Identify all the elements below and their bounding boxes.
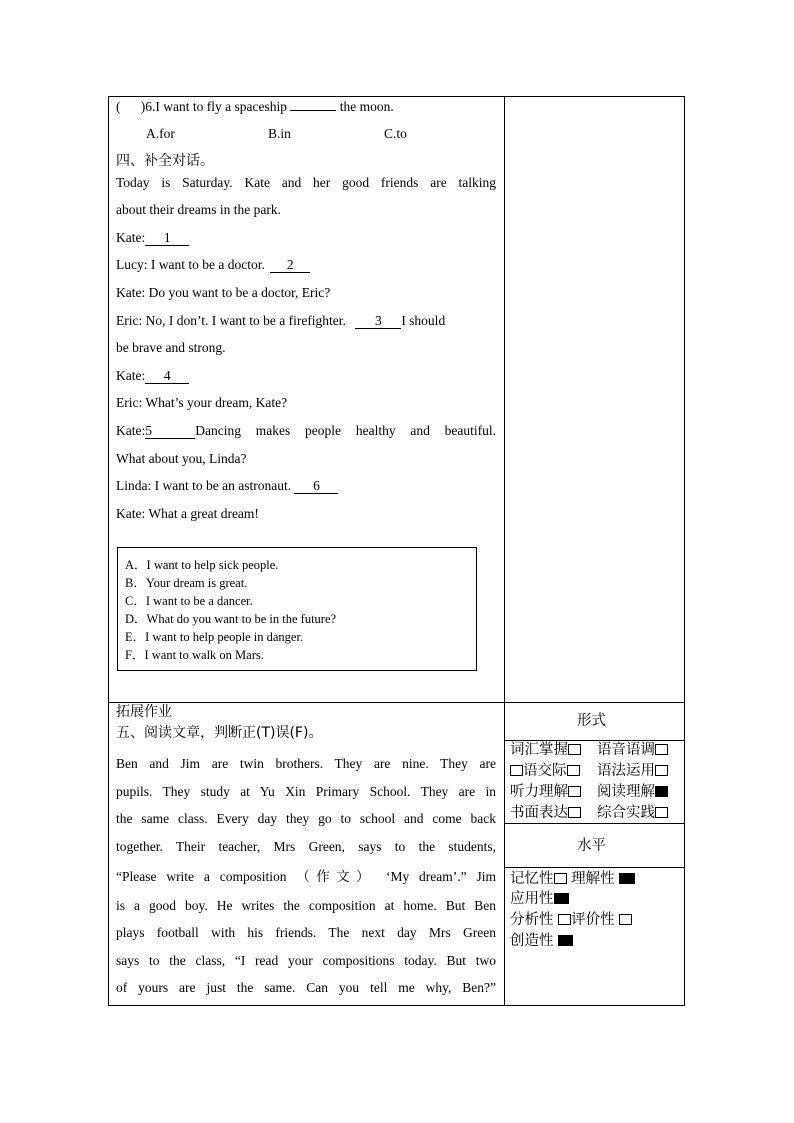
form-item-label: 阅读理解 [597,784,655,800]
dialogue-line-4 [116,313,445,329]
form-item-label: 词汇掌握 [510,742,568,758]
form-items-divider [505,823,684,824]
level-row-4 [510,933,573,950]
dialogue-text: Lucy: I want to be a doctor. [116,257,265,272]
q6-answer-paren[interactable]: ( ) [116,99,146,114]
form-item-label: 语法运用 [597,763,655,779]
dialogue-text: Linda: I want to be an astronaut. [116,478,292,493]
row-divider [109,702,684,703]
form-item-writing [510,805,581,822]
q6-stem [116,99,394,115]
level-item-label: 评价性 [571,912,615,928]
dialogue-blank-3[interactable]: 3 [355,314,401,329]
level-item-label: 记忆性 [510,871,554,887]
section4-intro-line1: Today is Saturday. Kate and her good friends are talking [116,175,496,190]
checkbox[interactable] [655,744,668,755]
form-item-grammar [597,763,668,780]
level-header: 水平 [577,838,606,854]
q6-option-a: A.for [146,126,175,141]
dialogue-blank-4[interactable]: 4 [145,369,189,384]
level-header-divider [505,867,684,868]
dialogue-blank-6[interactable]: 6 [294,479,338,494]
column-divider [504,97,505,1005]
form-item-label: 语交际 [523,763,567,779]
checkbox[interactable] [655,765,668,776]
form-item-reading [597,784,668,801]
speaker-label: Kate: [116,423,146,438]
level-item-label: 创造性 [510,933,554,949]
passage-line-3: the same class. Every day they go to school and come back [116,811,496,826]
form-item-label: 综合实践 [597,805,655,821]
q6-stem-text: 6.I want to fly a spaceship [145,99,287,114]
dialogue-blank-5[interactable]: 5 [145,424,195,439]
option-f: F．I want to walk on Mars. [125,648,264,662]
level-row-1 [510,871,635,888]
dialogue-line-8 [116,423,496,439]
level-item-label: 应用性 [510,891,554,907]
dialogue-line-6 [116,368,189,384]
form-item-label: 语音语调 [597,742,655,758]
section4-intro-line2: about their dreams in the park. [116,202,281,217]
passage-line-2: pupils. They study at Yu Xin Primary School. They are in [116,784,496,799]
q6-option-b: B.in [268,126,291,141]
option-b: B．Your dream is great. [125,576,248,590]
form-item-label: 书面表达 [510,805,568,821]
level-item-label: 分析性 [510,912,554,928]
dialogue-line-10 [116,478,338,494]
dialogue-blank-2[interactable]: 2 [270,258,310,273]
checkbox-checked[interactable] [554,893,569,904]
dialogue-text: I should [401,313,446,328]
checkbox[interactable] [568,744,581,755]
speaker-label: Kate: [116,230,146,245]
dialogue-line-3: Kate: Do you want to be a doctor, Eric? [116,285,331,300]
form-item-pronunciation [597,742,668,759]
speaker-label: Kate: [116,368,146,383]
passage-line-6: is a good boy. He writes the composition at home. But Ben [116,898,496,913]
q6-stem-end: the moon. [339,99,394,114]
dialogue-line-1 [116,230,189,246]
section4-title: 四、补全对话。 [116,153,214,169]
dialogue-line-5: be brave and strong. [116,340,226,355]
dialogue-blank-1[interactable]: 1 [145,231,189,246]
form-header-divider [505,740,684,741]
dialogue-line-11: Kate: What a great dream! [116,506,259,521]
form-item-label: 听力理解 [510,784,568,800]
checkbox[interactable] [558,914,571,925]
option-c: C．I want to be a dancer. [125,594,253,608]
option-d: D．What do you want to be in the future? [125,612,337,626]
extended-homework-heading: 拓展作业 [116,704,172,720]
form-item-listening [510,784,581,801]
checkbox[interactable] [567,765,580,776]
checkbox[interactable] [568,786,581,797]
q6-option-c: C.to [384,126,407,141]
checkbox-checked[interactable] [619,873,635,884]
option-e: E．I want to help people in danger. [125,630,304,644]
form-item-vocabulary [510,742,581,759]
section5-title: 五、阅读文章，判断正(T)误(F)。 [116,725,323,741]
checkbox[interactable] [619,914,632,925]
passage-line-4: together. Their teacher, Mrs Green, says to the students, [116,839,496,854]
checkbox[interactable] [655,807,668,818]
passage-line-7: plays football with his friends. The next day Mrs Green [116,925,496,940]
dialogue-line-2 [116,257,310,273]
checkbox-checked[interactable] [558,935,573,946]
passage-line-8: says to the class, “I read your compositions today. But two [116,953,496,968]
form-item-practice [597,805,668,822]
dialogue-line-7: Eric: What’s your dream, Kate? [116,395,288,410]
form-header: 形式 [577,713,606,729]
dialogue-text: Dancing makes people healthy and beautiful. [195,423,496,438]
checkbox[interactable] [554,873,567,884]
checkbox-checked[interactable] [655,786,668,797]
passage-line-1: Ben and Jim are twin brothers. They are nine. They are [116,756,496,771]
option-a: A．I want to help sick people. [125,558,279,572]
dialogue-text: Eric: No, I don’t. I want to be a firefighter. [116,313,346,328]
form-item-communication [510,763,580,780]
passage-line-9: of yours are just the same. Can you tell me why, Ben?” [116,980,496,995]
checkbox[interactable] [568,807,581,818]
q6-answer-blank[interactable] [290,110,336,111]
checkbox[interactable] [510,765,523,776]
level-row-2 [510,891,569,908]
level-item-label: 理解性 [571,871,615,887]
level-row-3 [510,912,632,929]
dialogue-line-9: What about you, Linda? [116,451,247,466]
passage-line-5: “Please write a composition （作文） ‘My dream’.” Jim [116,869,496,884]
